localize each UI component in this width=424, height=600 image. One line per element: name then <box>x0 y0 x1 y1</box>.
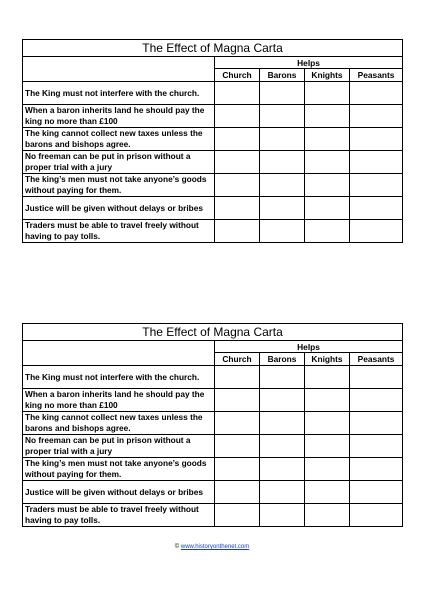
statement-cell: No freeman can be put in prison without a proper trial with a jury <box>23 435 215 458</box>
answer-cell[interactable] <box>305 481 350 504</box>
statement-cell: When a baron inherits land he should pay the king no more than £100 <box>23 105 215 128</box>
statement-cell: The King must not interfere with the church. <box>23 82 215 105</box>
statement-cell: Traders must be able to travel freely without having to pay tolls. <box>23 220 215 243</box>
statement-cell: No freeman can be put in prison without a proper trial with a jury <box>23 151 215 174</box>
blank-header-cell <box>23 341 215 353</box>
statement-cell: Justice will be given without delays or bribes <box>23 197 215 220</box>
answer-cell[interactable] <box>215 458 260 481</box>
helps-header: Helps <box>215 341 403 353</box>
answer-cell[interactable] <box>350 435 403 458</box>
statement-cell: The king cannot collect new taxes unless the barons and bishops agree. <box>23 128 215 151</box>
copyright-symbol: © <box>174 544 180 550</box>
answer-cell[interactable] <box>260 220 305 243</box>
answer-cell[interactable] <box>350 220 403 243</box>
answer-cell[interactable] <box>350 366 403 389</box>
answer-cell[interactable] <box>260 412 305 435</box>
table-row <box>23 458 403 481</box>
answer-cell[interactable] <box>215 197 260 220</box>
table-row <box>23 412 403 435</box>
column-header-knights: Knights <box>305 353 350 366</box>
statement-cell: The king’s men must not take anyone’s goods without paying for them. <box>23 174 215 197</box>
table-row <box>23 151 403 174</box>
answer-cell[interactable] <box>305 220 350 243</box>
answer-cell[interactable] <box>350 174 403 197</box>
answer-cell[interactable] <box>215 412 260 435</box>
answer-cell[interactable] <box>215 389 260 412</box>
answer-cell[interactable] <box>260 174 305 197</box>
blank-header-cell <box>23 57 215 69</box>
answer-cell[interactable] <box>260 504 305 527</box>
answer-cell[interactable] <box>305 151 350 174</box>
worksheet-title: The Effect of Magna Carta <box>23 324 403 341</box>
table-row <box>23 481 403 504</box>
table-row <box>23 435 403 458</box>
table-row <box>23 105 403 128</box>
answer-cell[interactable] <box>215 481 260 504</box>
helps-header: Helps <box>215 57 403 69</box>
worksheet-table-2 <box>22 323 403 527</box>
statement-cell: Justice will be given without delays or bribes <box>23 481 215 504</box>
answer-cell[interactable] <box>350 458 403 481</box>
table-row <box>23 504 403 527</box>
answer-cell[interactable] <box>305 105 350 128</box>
table-row <box>23 174 403 197</box>
answer-cell[interactable] <box>260 105 305 128</box>
column-header-barons: Barons <box>260 353 305 366</box>
answer-cell[interactable] <box>260 128 305 151</box>
answer-cell[interactable] <box>215 151 260 174</box>
answer-cell[interactable] <box>305 435 350 458</box>
column-header-church: Church <box>215 69 260 82</box>
answer-cell[interactable] <box>215 435 260 458</box>
answer-cell[interactable] <box>305 412 350 435</box>
statement-cell: The king cannot collect new taxes unless the barons and bishops agree. <box>23 412 215 435</box>
table-row <box>23 220 403 243</box>
answer-cell[interactable] <box>305 366 350 389</box>
answer-cell[interactable] <box>305 389 350 412</box>
answer-cell[interactable] <box>260 151 305 174</box>
answer-cell[interactable] <box>260 82 305 105</box>
statement-cell: Traders must be able to travel freely without having to pay tolls. <box>23 504 215 527</box>
blank-header-cell <box>23 353 215 366</box>
answer-cell[interactable] <box>215 105 260 128</box>
table-row <box>23 82 403 105</box>
column-header-church: Church <box>215 353 260 366</box>
table-row <box>23 366 403 389</box>
statement-cell: The king’s men must not take anyone’s goods without paying for them. <box>23 458 215 481</box>
answer-cell[interactable] <box>260 366 305 389</box>
answer-cell[interactable] <box>260 197 305 220</box>
answer-cell[interactable] <box>215 220 260 243</box>
table-row <box>23 197 403 220</box>
answer-cell[interactable] <box>215 128 260 151</box>
answer-cell[interactable] <box>350 504 403 527</box>
answer-cell[interactable] <box>350 197 403 220</box>
answer-cell[interactable] <box>215 366 260 389</box>
column-header-peasants: Peasants <box>350 69 403 82</box>
answer-cell[interactable] <box>260 389 305 412</box>
answer-cell[interactable] <box>215 504 260 527</box>
column-header-peasants: Peasants <box>350 353 403 366</box>
footer <box>0 544 424 550</box>
answer-cell[interactable] <box>350 128 403 151</box>
worksheet-title: The Effect of Magna Carta <box>23 40 403 57</box>
answer-cell[interactable] <box>260 435 305 458</box>
table-row <box>23 389 403 412</box>
answer-cell[interactable] <box>215 82 260 105</box>
answer-cell[interactable] <box>350 151 403 174</box>
answer-cell[interactable] <box>305 128 350 151</box>
answer-cell[interactable] <box>305 504 350 527</box>
answer-cell[interactable] <box>260 481 305 504</box>
answer-cell[interactable] <box>305 458 350 481</box>
blank-header-cell <box>23 69 215 82</box>
table-row <box>23 128 403 151</box>
answer-cell[interactable] <box>260 458 305 481</box>
worksheet-table-1 <box>22 39 403 243</box>
column-header-barons: Barons <box>260 69 305 82</box>
answer-cell[interactable] <box>305 82 350 105</box>
answer-cell[interactable] <box>305 197 350 220</box>
statement-cell: When a baron inherits land he should pay the king no more than £100 <box>23 389 215 412</box>
statement-cell: The King must not interfere with the church. <box>23 366 215 389</box>
answer-cell[interactable] <box>215 174 260 197</box>
answer-cell[interactable] <box>350 389 403 412</box>
answer-cell[interactable] <box>350 82 403 105</box>
answer-cell[interactable] <box>350 105 403 128</box>
answer-cell[interactable] <box>350 481 403 504</box>
column-header-knights: Knights <box>305 69 350 82</box>
answer-cell[interactable] <box>305 174 350 197</box>
answer-cell[interactable] <box>350 412 403 435</box>
website-link[interactable]: www.historyonthenet.com <box>180 544 250 550</box>
